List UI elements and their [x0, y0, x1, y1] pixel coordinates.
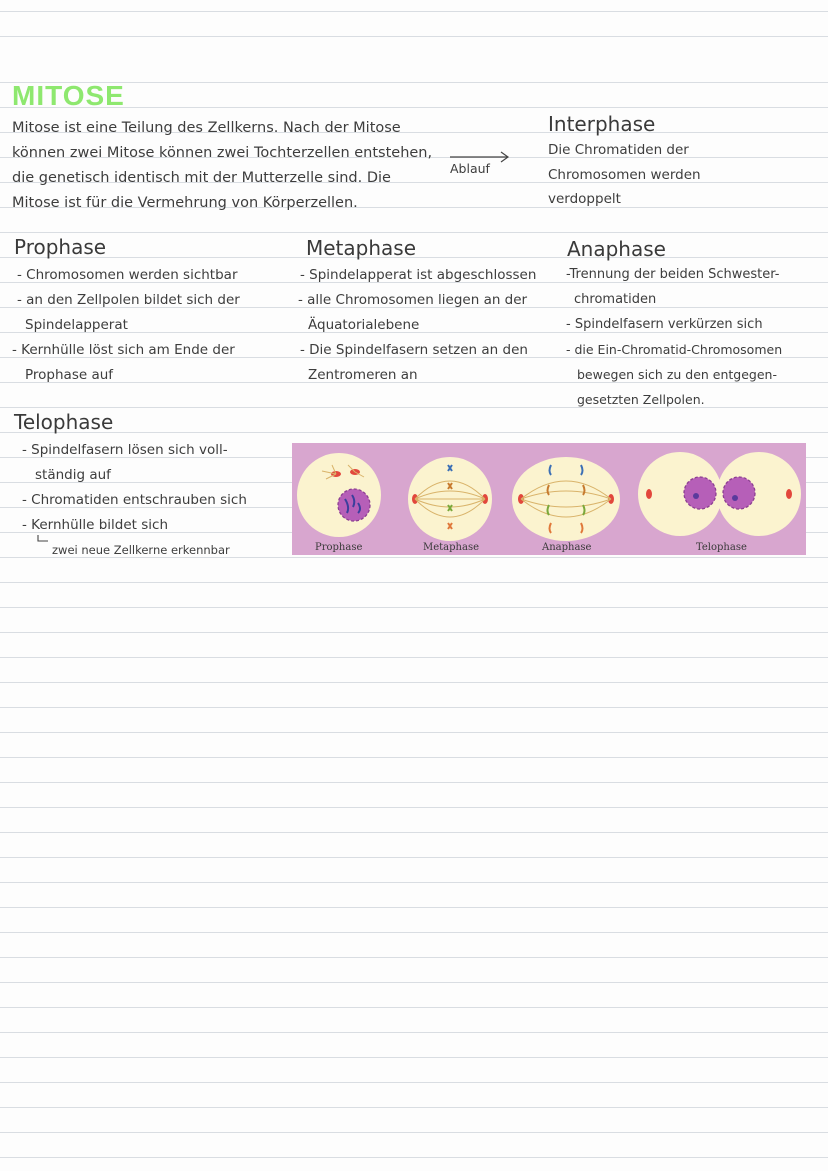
telophase-line-3: - Chromatiden entschrauben sich	[22, 492, 247, 508]
interphase-heading: Interphase	[548, 112, 656, 136]
anaphase-cell	[512, 457, 620, 541]
prophase-line-2: - an den Zellpolen bildet sich der	[17, 292, 240, 308]
telophase-sub: zwei neue Zellkerne erkennbar	[52, 543, 230, 557]
metaphase-line-4: - Die Spindelfasern setzen an den	[300, 342, 528, 358]
telophase-heading: Telophase	[14, 410, 114, 434]
telophase-line-4: - Kernhülle bildet sich	[22, 517, 169, 533]
prophase-cell	[297, 453, 381, 537]
anaphase-line-2: chromatiden	[574, 292, 657, 307]
telophase-line-2: ständig auf	[35, 467, 111, 483]
metaphase-line-5: Zentromeren an	[308, 367, 418, 383]
metaphase-line-2: - alle Chromosomen liegen an der	[298, 292, 528, 308]
metaphase-line-3: Äquatorialebene	[308, 317, 420, 333]
prophase-line-1: - Chromosomen werden sichtbar	[17, 267, 238, 283]
diagram-label-metaphase: Metaphase	[423, 542, 479, 553]
prophase-line-5: Prophase auf	[25, 367, 114, 383]
intro-line-3: die genetisch identisch mit der Mutterzelle sind. Die	[12, 170, 391, 186]
telophase-cells	[638, 452, 801, 536]
intro-line-2: können zwei Mitose können zwei Tochterzellen entstehen,	[12, 145, 433, 161]
arrow-label: Ablauf	[450, 161, 490, 176]
telophase-line-1: - Spindelfasern lösen sich voll-	[22, 442, 228, 458]
anaphase-line-5: bewegen sich zu den entgegen-	[577, 367, 777, 382]
anaphase-line-6: gesetzten Zellpolen.	[577, 392, 705, 407]
interphase-line-3: verdoppelt	[548, 191, 621, 207]
interphase-line-2: Chromosomen werden	[548, 167, 701, 183]
prophase-line-3: Spindelapperat	[25, 317, 128, 333]
mitosis-diagram	[292, 443, 806, 555]
prophase-heading: Prophase	[14, 235, 107, 259]
metaphase-cell	[408, 457, 492, 541]
diagram-label-telophase: Telophase	[696, 542, 747, 553]
anaphase-heading: Anaphase	[567, 237, 666, 261]
prophase-line-4: - Kernhülle löst sich am Ende der	[12, 342, 235, 358]
intro-line-1: Mitose ist eine Teilung des Zellkerns. Nach der Mitose	[12, 120, 401, 136]
sub-arrow-icon	[36, 534, 50, 546]
anaphase-line-1: -Trennung der beiden Schwester-	[566, 267, 780, 282]
diagram-label-anaphase: Anaphase	[542, 542, 592, 553]
anaphase-line-3: - Spindelfasern verkürzen sich	[566, 317, 763, 332]
anaphase-line-4: - die Ein-Chromatid-Chromosomen	[566, 342, 783, 357]
mitosis-illustration	[292, 443, 806, 555]
diagram-label-prophase: Prophase	[315, 542, 363, 553]
interphase-line-1: Die Chromatiden der	[548, 142, 689, 158]
intro-line-4: Mitose ist für die Vermehrung von Körperzellen.	[12, 195, 358, 211]
metaphase-line-1: - Spindelapperat ist abgeschlossen	[300, 267, 537, 283]
metaphase-heading: Metaphase	[306, 236, 417, 260]
page-title: MITOSE	[12, 80, 125, 111]
